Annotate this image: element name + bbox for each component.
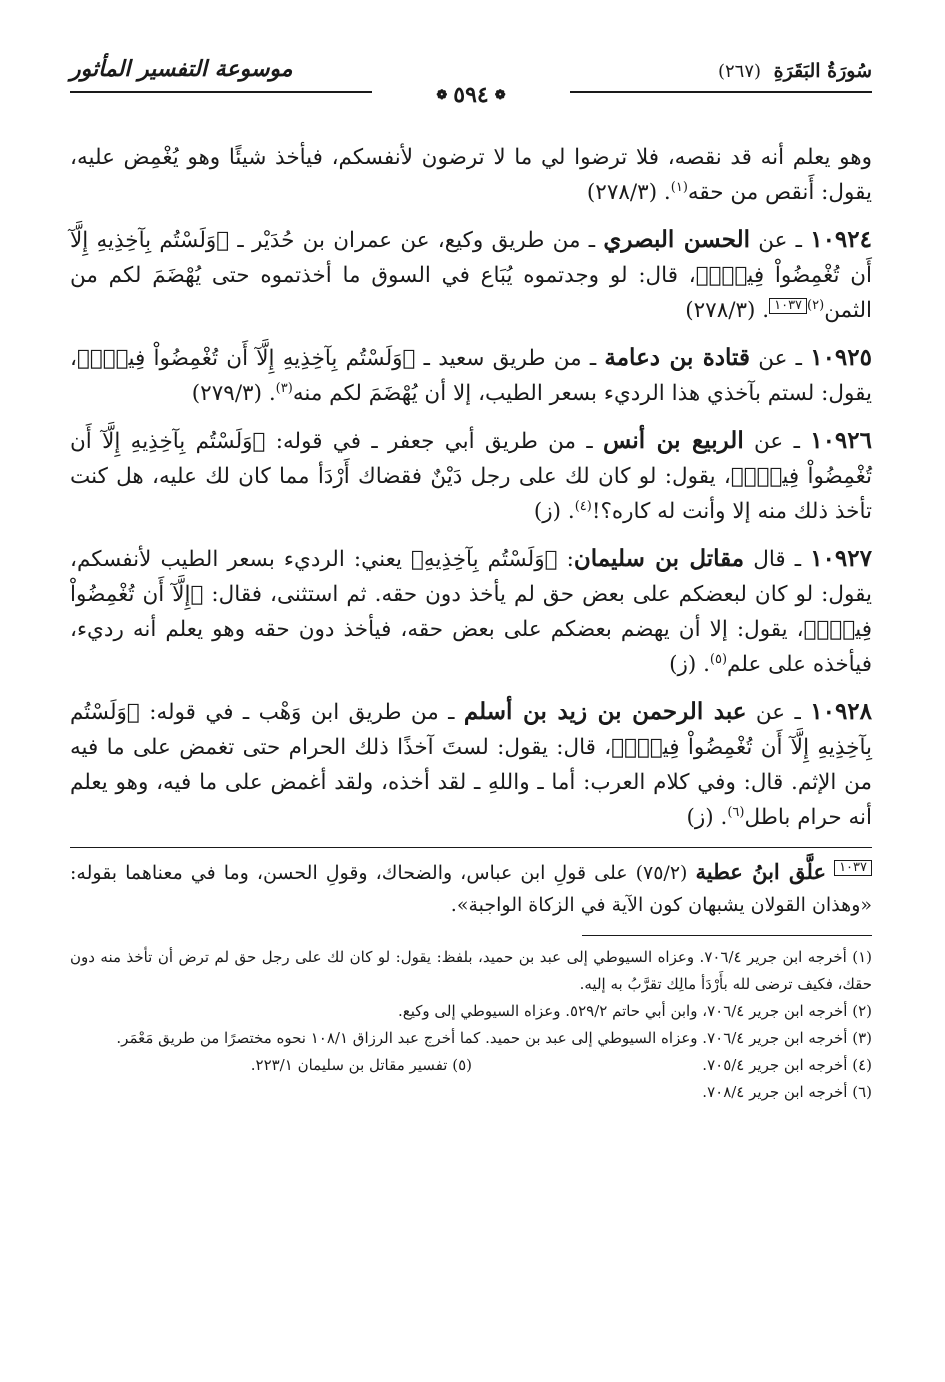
commentary-box-number: ١٠٣٧: [834, 860, 872, 876]
narrator-name: مقاتل بن سليمان: [573, 545, 745, 572]
narrator-name: قتادة بن دعامة: [604, 344, 750, 371]
main-text: [70, 140, 872, 1106]
footnote-marker: (٤): [574, 498, 592, 514]
surah-name: سُورَةُ البَقَرَةِ: [773, 60, 872, 82]
source-reference: . (٢٧٨/٣): [586, 180, 671, 205]
header-rule-right: [570, 91, 872, 93]
entry-number: ١٠٩٢٨: [810, 698, 873, 725]
footnote-5: (٥) تفسير مقاتل بن سليمان ٢٢٣/١.: [250, 1056, 472, 1074]
page-header: [70, 52, 872, 108]
commentary-divider: [70, 847, 872, 848]
entry-number: ١٠٩٢٥: [810, 344, 872, 371]
book-title: موسوعة التفسير المأثور: [70, 56, 293, 82]
entry-number: ١٠٩٢٧: [810, 545, 872, 572]
footnote-row: [70, 1052, 872, 1079]
source-reference: . (٢٧٩/٣): [191, 381, 276, 406]
entry-number: ١٠٩٢٦: [810, 427, 872, 454]
footnote-marker: (٣): [275, 380, 293, 396]
entry-number: ١٠٩٢٤: [810, 226, 872, 253]
commentary-box-number: ١٠٣٧: [769, 298, 807, 314]
footnotes: [70, 944, 872, 1106]
source-reference: . (٢٧٨/٣): [685, 298, 770, 323]
narrator-name: الحسن البصري: [603, 226, 750, 253]
footnote-4: (٤) أخرجه ابن جرير ٧٠٥/٤.: [702, 1056, 872, 1074]
ornament-icon: ❁: [494, 88, 506, 103]
entry-continuation: وهو يعلم أنه قد نقصه، فلا ترضوا لي ما لا ترضون لأنفسكم، فيأخذ شيئًا وهو يُغْمِض عليه، يقول: أَنقص من حقه$^{(١)}$. (٢٧٨/٣): [70, 145, 872, 205]
narration-entry: ١٠٩٢٧ ـ قال مقاتل بن سليمان: ﴿وَلَسْتُم بِآخِذِيهِ﴾ يعني: الرديء بسعر الطيب لأنفسكم، يقول: لو كان لبعضكم على بعض حق لم يأخذ دون حقه. ثم استثنى، فقال: ﴿إِلَّآ أَن تُغْمِضُواْ فِيهِۚ﴾، يقول: إلا أن يهضم بعضكم على بعض حقه، فيأخذ دون حقه وهو يعلم أنه رديء، فيأخذه على علم$^{(٥)}$. (ز): [70, 545, 872, 677]
footnote-marker: (٥): [709, 651, 728, 667]
narrator-name: الربيع بن أنس: [603, 427, 744, 454]
header-rule-left: [70, 91, 372, 93]
footnote-2: (٢) أخرجه ابن جرير ٧٠٦/٤، وابن أبي حاتم ٥٢٩/٢. وعزاه السيوطي إلى وكيع.: [397, 1002, 872, 1020]
narration-entry: ١٠٩٢٦ ـ عن الربيع بن أنس ـ من طريق أبي جعفر ـ في قوله: ﴿وَلَسْتُم بِآخِذِيهِ إِلَّآ أَن تُغْمِضُواْ فِيهِۚ﴾، يقول: لو كان لك على رجل دَيْنٌ فقضاك أَرْدَأ مما كان لك عليه، هل كنت تأخذ ذلك منه إلا وأنت له كاره؟!$^{(٤)}$. (ز): [70, 427, 872, 524]
footnote-marker: (١): [670, 179, 688, 195]
source-reference: . (ز): [533, 499, 575, 524]
page-number: ❁٥٩٤❁: [436, 82, 506, 108]
narration-entry: ١٠٩٢٤ ـ عن الحسن البصري ـ من طريق وكيع، عن عمران بن حُدَيْر ـ ﴿وَلَسْتُم بِآخِذِيهِ إِلَّآ أَن تُغْمِضُواْ فِيهِۚ﴾، قال: لو وجدتموه يُبَاع في السوق ما أخذتموه حتى يُهْضَمَ لكم من الثمن$^{(٢)}$١٠٣٧. (٢٧٨/٣): [70, 226, 872, 323]
narration-entry: ١٠٩٢٥ ـ عن قتادة بن دعامة ـ من طريق سعيد ـ ﴿وَلَسْتُم بِآخِذِيهِ إِلَّآ أَن تُغْمِضُواْ فِيهِۚ﴾، يقول: لستم بآخذي هذا الرديء بسعر الطيب، إلا أن يُهْضَمَ لكم منه$^{(٣)}$. (٢٧٩/٣): [70, 344, 872, 406]
source-reference: . (ز): [686, 805, 728, 830]
commentary-note: ١٠٣٧ علَّق ابنُ عطية (٧٥/٢) على قولِ ابن عباس، والضحاك، وقولِ الحسن، وما في معناهما بقوله: «وهذان القولان يشبهان كون الآية في الزكاة الواجبة».: [70, 859, 872, 916]
commentary-author: علَّق ابنُ عطية: [695, 859, 827, 884]
footnote-marker: (٢): [807, 297, 825, 313]
surah-heading: [718, 60, 872, 82]
footnotes-divider: [582, 935, 872, 936]
narration-entry: ١٠٩٢٨ ـ عن عبد الرحمن بن زيد بن أسلم ـ من طريق ابن وَهْب ـ في قوله: ﴿وَلَسْتُم بِآخِذِيهِ إِلَّآ أَن تُغْمِضُواْ فِيهِۚ﴾، قال: يقول: لستَ آخذًا ذلك الحرام حتى تغمض على ما فيه من الإثم. قال: وفي كلام العرب: أما ـ واللهِ ـ لقد أخذه، ولقد أغمض على ما فيه، وهو يعلم أنه حرام باطل$^{(٦)}$. (ز): [70, 698, 873, 830]
footnote-3: (٣) أخرجه ابن جرير ٧٠٦/٤. وعزاه السيوطي إلى عبد بن حميد. كما أخرج عبد الرزاق ١٠٨/١ نحوه مختصرًا من طريق مَعْمَر.: [116, 1029, 872, 1047]
narrator-name: عبد الرحمن بن زيد بن أسلم: [463, 698, 747, 725]
verse-number: (٢٦٧): [717, 61, 762, 82]
ornament-icon: ❁: [436, 88, 448, 103]
source-reference: . (ز): [669, 652, 710, 677]
footnote-marker: (٦): [727, 804, 745, 820]
footnote-1: (١) أخرجه ابن جرير ٧٠٦/٤. وعزاه السيوطي إلى عبد بن حميد، بلفظ: يقول: لو كان لك على رجل حق لم ترض أن تأخذ منه دون حقك، فكيف ترضى لله بأَرْدَأ مالِك تقرَّبُ به إليه.: [70, 948, 873, 993]
footnote-6: (٦) أخرجه ابن جرير ٧٠٨/٤.: [702, 1083, 872, 1101]
